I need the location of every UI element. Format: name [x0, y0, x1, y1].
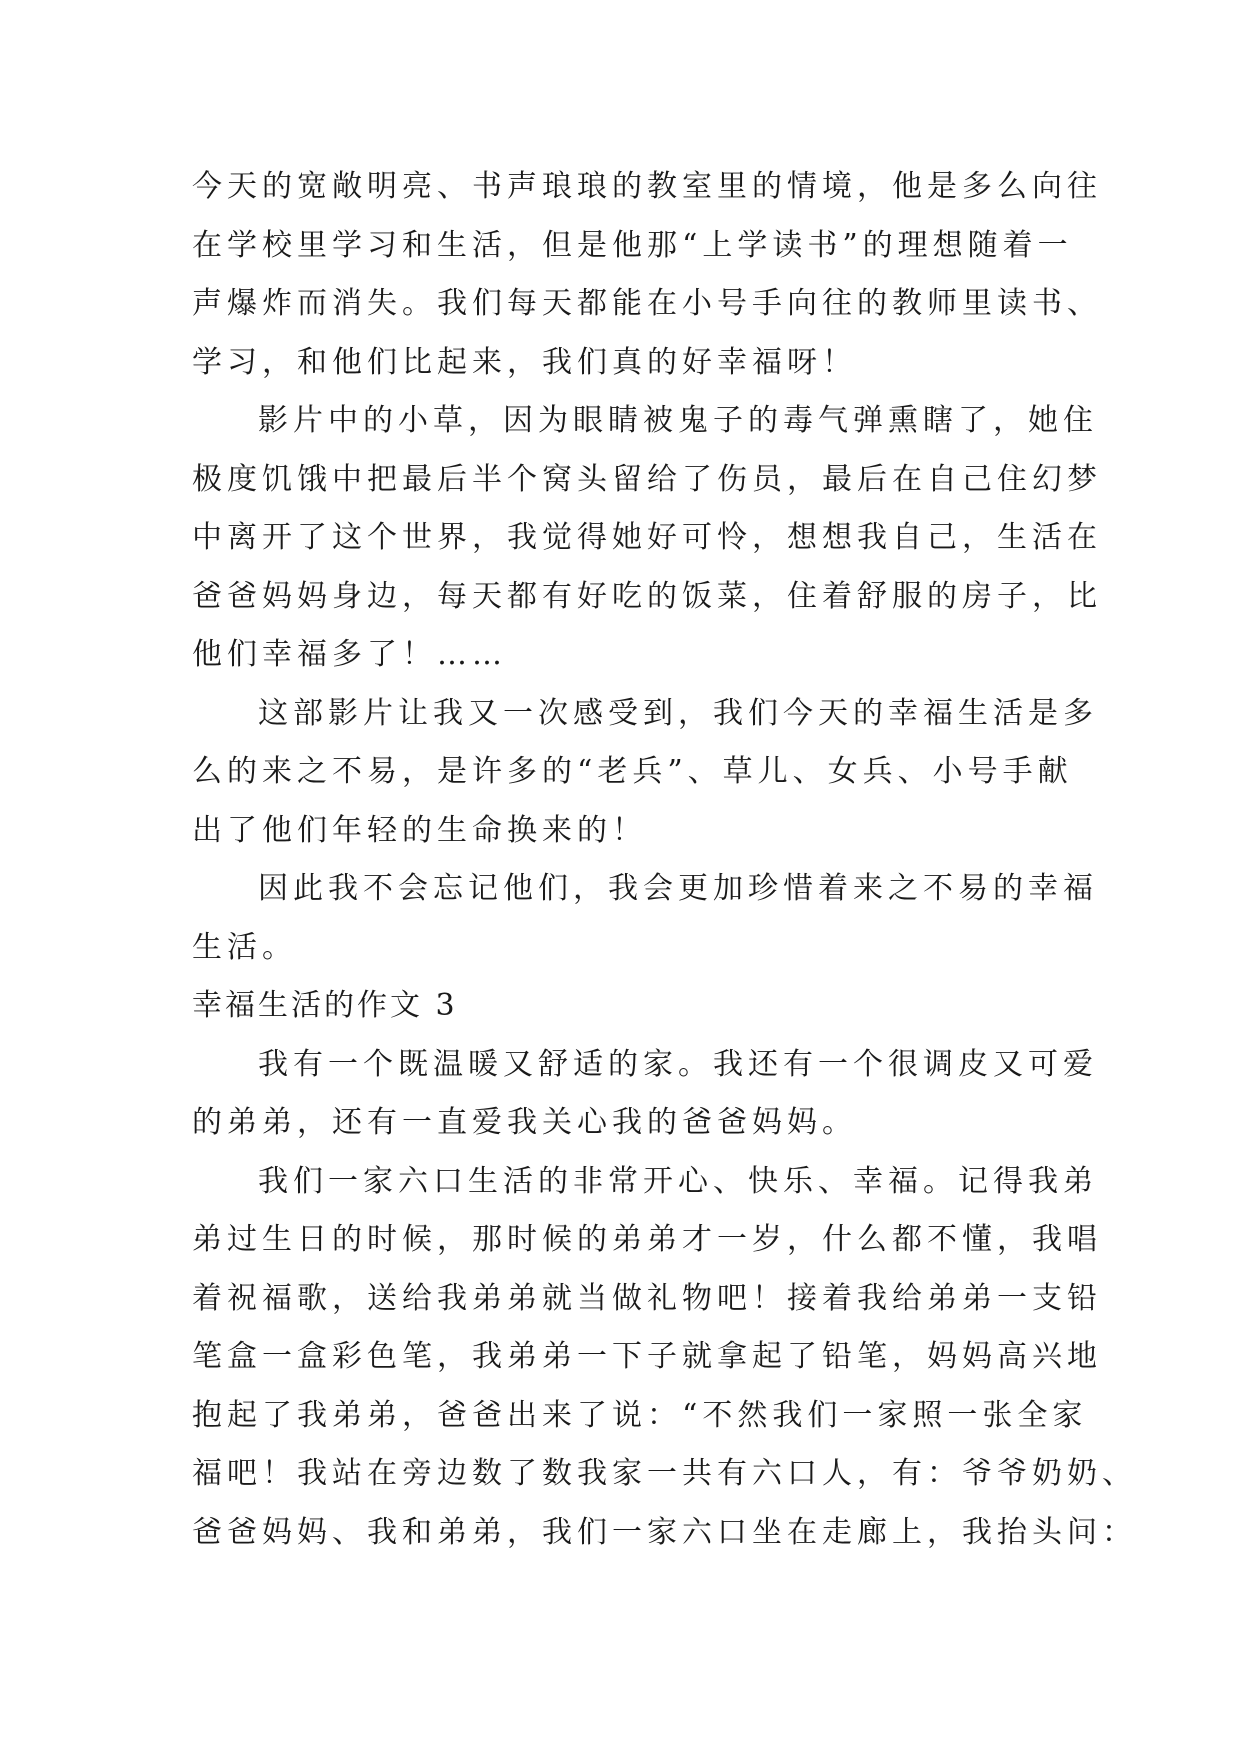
paragraph-start-line: 我有一个既温暖又舒适的家。我还有一个很调皮又可爱: [258, 1046, 1098, 1082]
paragraph-start-line: 这部影片让我又一次感受到，我们今天的幸福生活是多: [258, 695, 1098, 731]
text-line: 生活。: [192, 929, 297, 965]
text-line: 今天的宽敞明亮、书声琅琅的教室里的情境，他是多么向往: [192, 169, 1102, 204]
text-line: 爸爸妈妈、我和弟弟，我们一家六口坐在走廊上，我抬头问：: [192, 1514, 1137, 1550]
text-line: 中离开了这个世界，我觉得她好可怜，想想我自己，生活在: [192, 520, 1102, 555]
text-line: 他们幸福多了！……: [192, 637, 507, 672]
document-body: [192, 158, 1137, 1562]
text-line: 出了他们年轻的生命换来的！: [192, 812, 647, 848]
text-line: 极度饥饿中把最后半个窝头留给了伤员，最后在自己住幻梦: [192, 461, 1102, 497]
text-line: 在学校里学习和生活，但是他那“上学读书”的理想随着一: [192, 227, 1073, 263]
text-line: 的弟弟，还有一直爱我关心我的爸爸妈妈。: [192, 1105, 857, 1140]
text-line: 学习，和他们比起来，我们真的好幸福呀！: [192, 344, 857, 380]
text-line: 抱起了我弟弟，爸爸出来了说：“不然我们一家照一张全家: [192, 1397, 1088, 1433]
paragraph-start-line: 因此我不会忘记他们，我会更加珍惜着来之不易的幸福: [258, 871, 1098, 906]
text-line: 弟过生日的时候，那时候的弟弟才一岁，什么都不懂，我唱: [192, 1222, 1102, 1257]
text-line: 爸爸妈妈身边，每天都有好吃的饭菜，住着舒服的房子，比: [192, 578, 1102, 614]
paragraph-start-line: 我们一家六口生活的非常开心、快乐、幸福。记得我弟: [258, 1163, 1098, 1199]
text-line: 笔盒一盒彩色笔，我弟弟一下子就拿起了铅笔，妈妈高兴地: [192, 1339, 1102, 1374]
text-line: 么的来之不易，是许多的“老兵”、草儿、女兵、小号手献: [192, 754, 1073, 789]
section-heading: 幸福生活的作文 3: [192, 988, 458, 1023]
text-line: 着祝福歌，送给我弟弟就当做礼物吧！接着我给弟弟一支铅: [192, 1280, 1102, 1316]
text-line: 声爆炸而消失。我们每天都能在小号手向往的教师里读书、: [192, 286, 1102, 321]
paragraph-start-line: 影片中的小草，因为眼睛被鬼子的毒气弹熏瞎了，她住: [258, 403, 1098, 438]
text-line: 福吧！我站在旁边数了数我家一共有六口人，有：爷爷奶奶、: [192, 1456, 1137, 1491]
